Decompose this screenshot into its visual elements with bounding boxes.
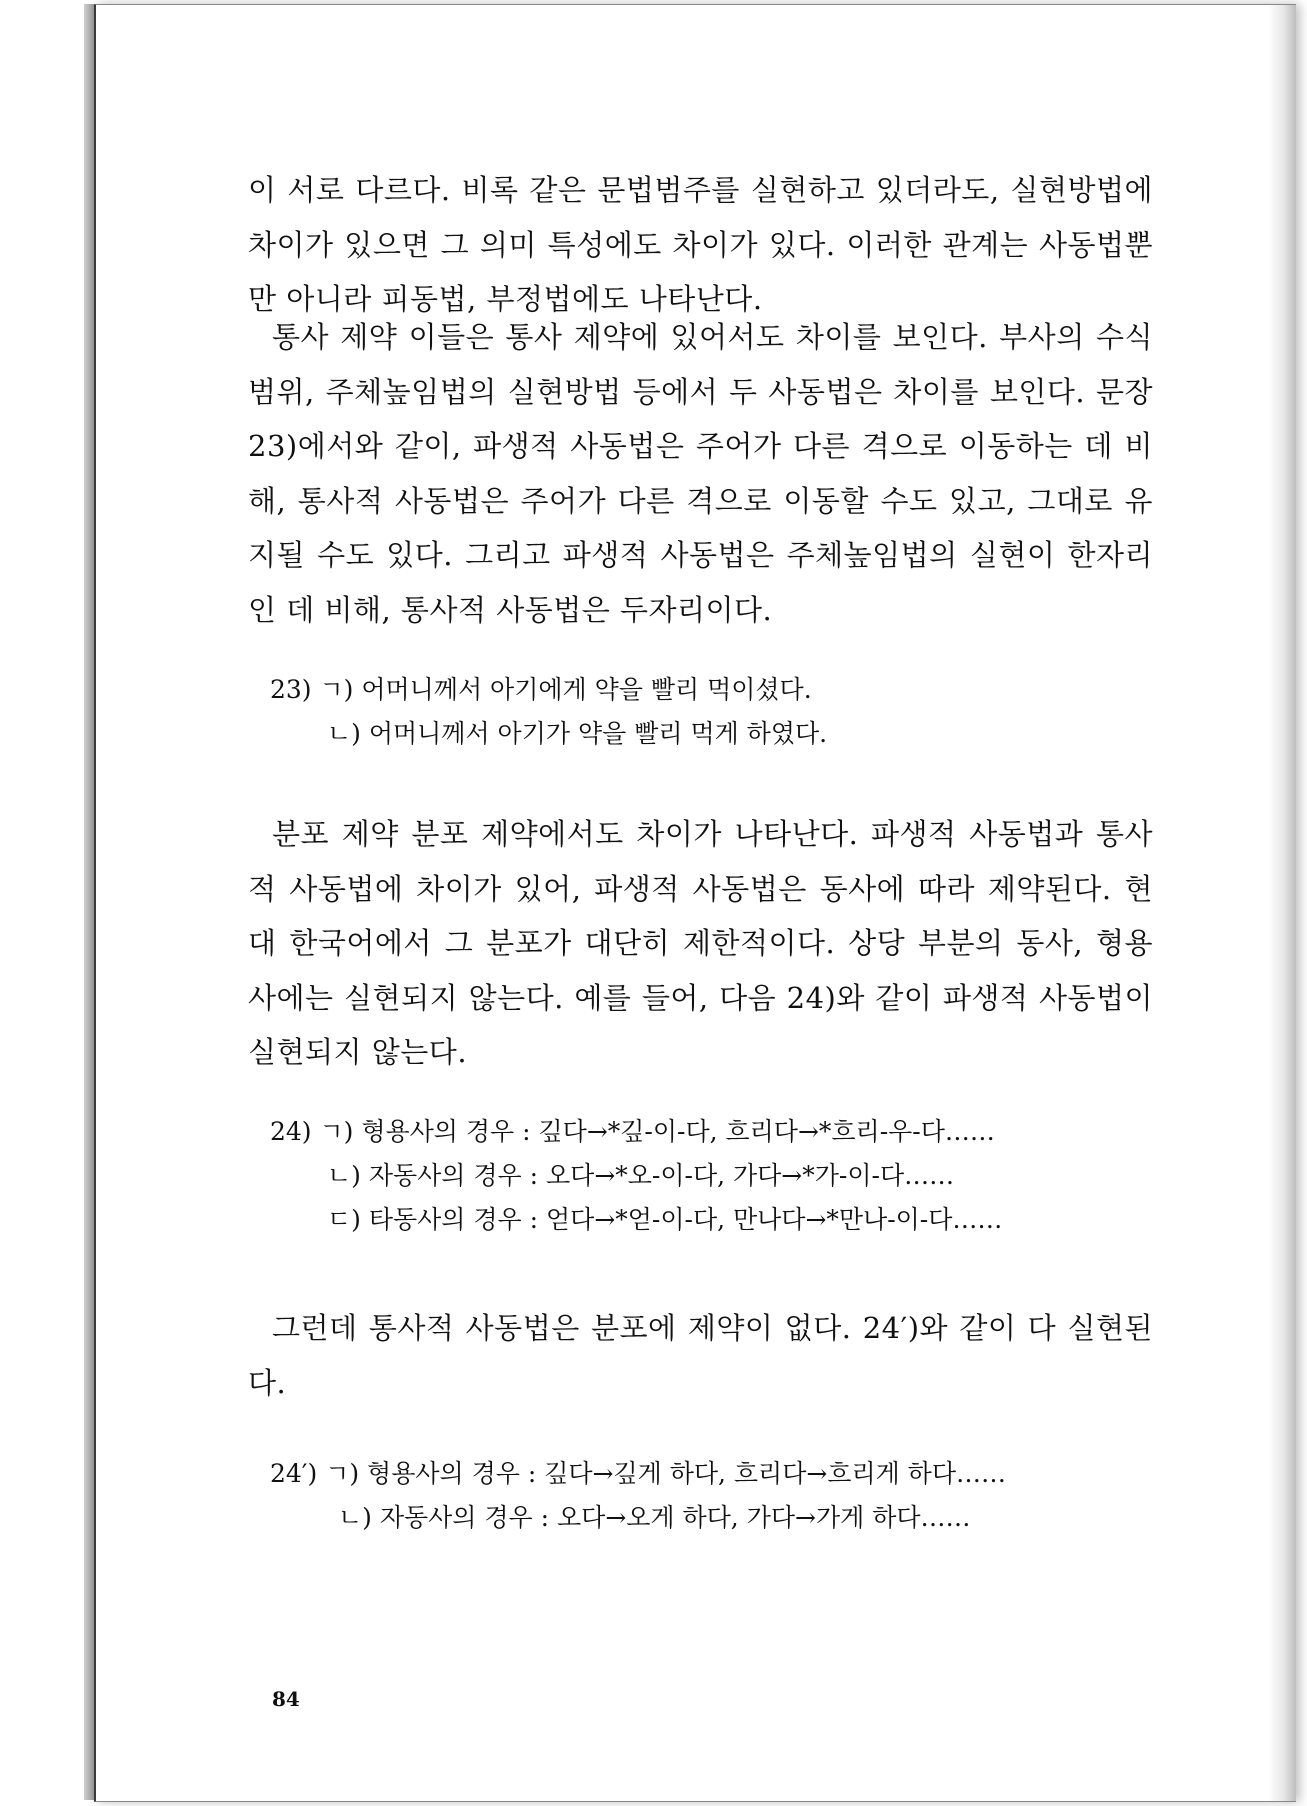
example-24-line-1: 24) ㄱ) 형용사의 경우 : 깊다→*깊-이-다, 흐리다→*흐리-우-다…… (270, 1117, 995, 1146)
page-number: 84 (272, 1687, 300, 1711)
paragraph-2-block (248, 310, 1153, 637)
paragraph-2-text: 통사 제약 이들은 통사 제약에 있어서도 차이를 보인다. 부사의 수식 범위, 주체높임법의 실현방법 등에서 두 사동법은 차이를 보인다. 문장 23)에서와 같이, 파생적 사동법은 주어가 다른 격으로 이동하는 데 비해, 통사적 사동법은 주어가 다른 격으로 이동할 수도 있고, 그대로 유지될 수도 있다. 그리고 파생적 사동법은 주체높임법의 실현이 한자리인 데 비해, 통사적 사동법은 두자리이다. (248, 320, 1153, 627)
paragraph-3 (248, 807, 1153, 1080)
example-23 (270, 668, 827, 756)
example-24 (270, 1110, 1002, 1242)
book-spine (84, 4, 94, 1800)
paragraph-2 (248, 310, 1153, 637)
paragraph-1: 이 서로 다르다. 비록 같은 문법범주를 실현하고 있더라도, 실현방법에 차이가 있으면 그 의미 특성에도 차이가 있다. 이러한 관계는 사동법뿐만 아니라 피동법, 부정법에도 나타난다. (248, 173, 1153, 316)
example-24-line-2: ㄴ) 자동사의 경우 : 오다→*오-이-다, 가다→*가-이-다…… (327, 1161, 955, 1190)
paragraph-4-block (248, 1301, 1153, 1410)
paragraph-4 (248, 1301, 1153, 1410)
example-23-line-1: 23) ㄱ) 어머니께서 아기에게 약을 빨리 먹이셨다. (270, 675, 812, 704)
example-24-prime (270, 1452, 1006, 1540)
example-24-prime-line-2: ㄴ) 자동사의 경우 : 오다→오게 하다, 가다→가게 하다…… (338, 1503, 971, 1532)
paragraph-4-text: 그런데 통사적 사동법은 분포에 제약이 없다. 24′)와 같이 다 실현된다. (248, 1311, 1153, 1400)
example-24-prime-line-1: 24′) ㄱ) 형용사의 경우 : 깊다→깊게 하다, 흐리다→흐리게 하다…… (270, 1459, 1006, 1488)
page-edge-shadow (1268, 5, 1296, 1801)
example-23-line-2: ㄴ) 어머니께서 아기가 약을 빨리 먹게 하였다. (327, 719, 828, 748)
paragraph-1-block (248, 163, 1153, 327)
example-24-line-3: ㄷ) 타동사의 경우 : 얻다→*얻-이-다, 만나다→*만나-이-다…… (327, 1205, 1003, 1234)
paragraph-3-text: 분포 제약 분포 제약에서도 차이가 나타난다. 파생적 사동법과 통사적 사동법에 차이가 있어, 파생적 사동법은 동사에 따라 제약된다. 현대 한국어에서 그 분포가 대단히 제한적이다. 상당 부분의 동사, 형용사에는 실현되지 않는다. 예를 들어, 다음 24)와 같이 파생적 사동법이 실현되지 않는다. (248, 817, 1153, 1069)
paragraph-3-block (248, 807, 1153, 1080)
